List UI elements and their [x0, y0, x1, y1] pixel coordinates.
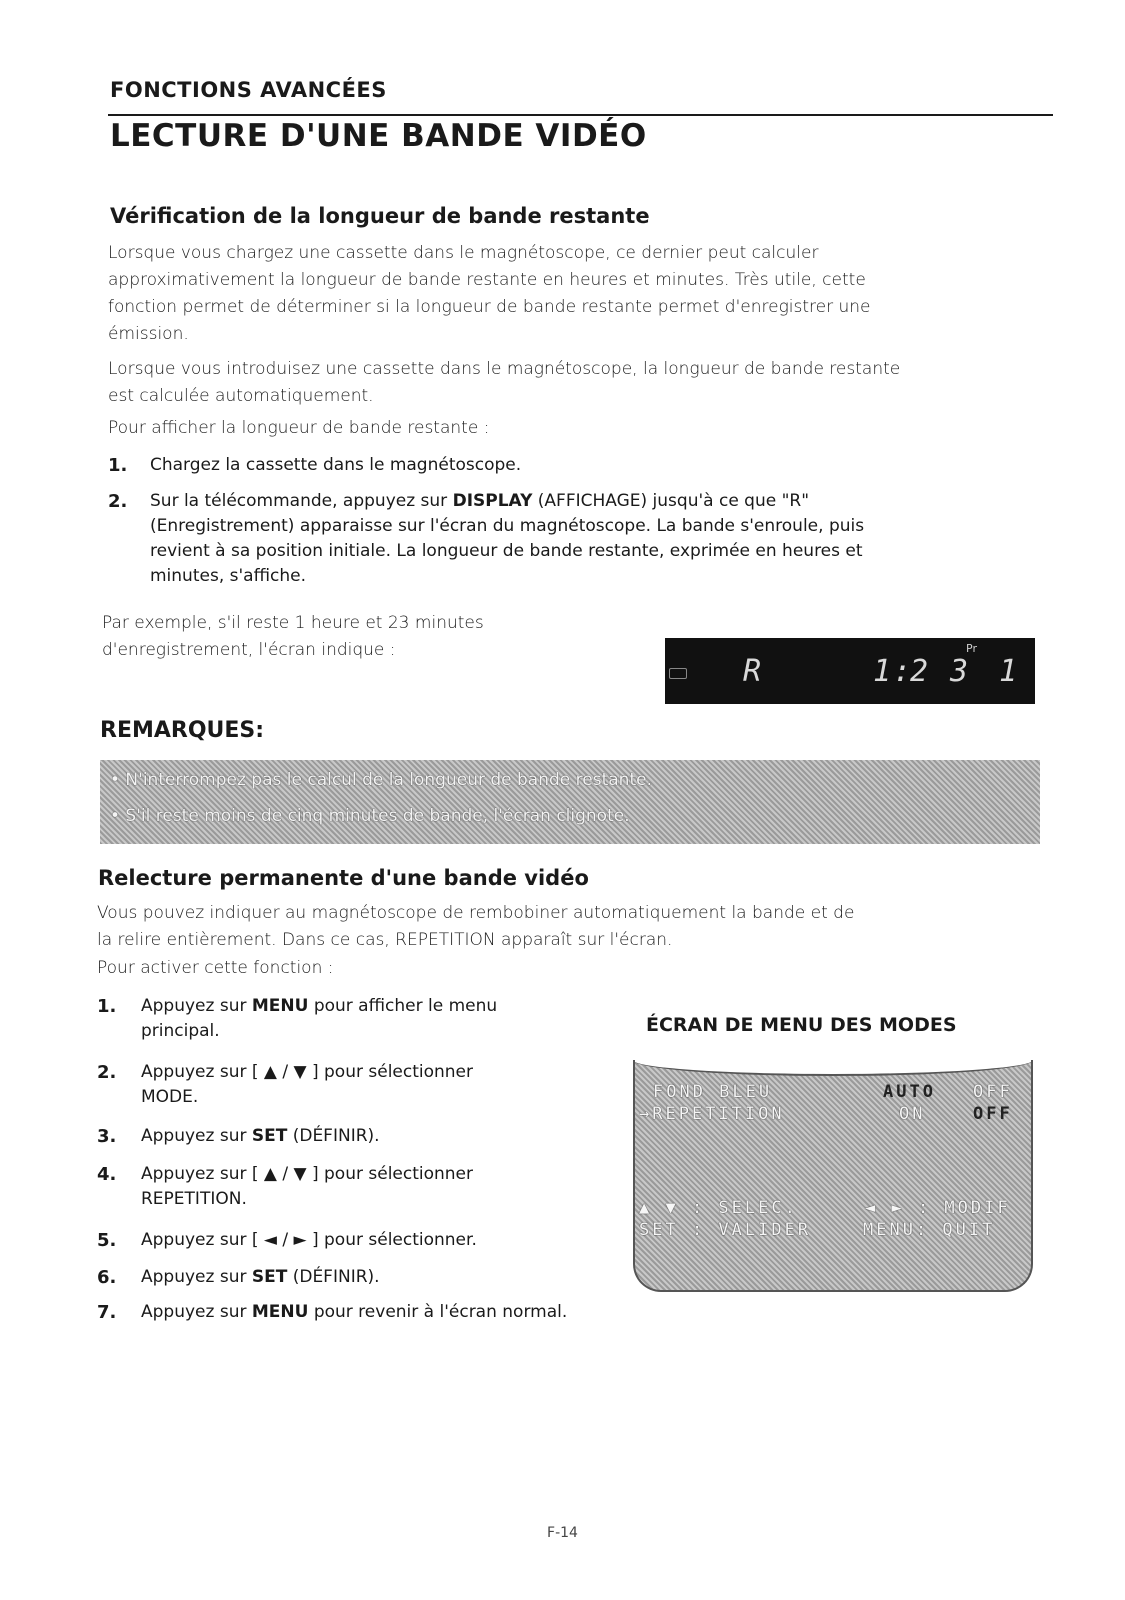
verification-paragraph-2: Lorsque vous introduisez une cassette dans le magnétoscope, la longueur de bande restante est calculée automatiquement.	[108, 359, 901, 406]
display-hours: 1	[873, 654, 892, 689]
example-text: Par exemple, s'il reste 1 heure et 23 minutes d'enregistrement, l'écran indique :	[102, 613, 484, 660]
relecture-step-6: 6. Appuyez sur SET (DÉFINIR).	[97, 1267, 380, 1288]
display-channel: 1	[999, 654, 1018, 689]
set-key: SET	[251, 1267, 288, 1287]
remarques-heading: REMARQUES:	[100, 718, 265, 743]
display-key: DISPLAY	[452, 491, 533, 511]
menu-help-validate: SET : VALIDER	[639, 1220, 812, 1240]
section-label: FONCTIONS AVANCÉES	[110, 78, 387, 102]
relecture-paragraph-1: Vous pouvez indiquer au magnétoscope de rembobiner automatiquement la bande et de la relire entièrement. Dans ce cas, REPETITION apparaît sur l'écran.	[97, 903, 855, 950]
relecture-step-3: 3. Appuyez sur SET (DÉFINIR).	[97, 1126, 380, 1147]
menu-row-repetition-label: →REPETITION	[639, 1104, 785, 1124]
menu-row-repetition-on: ON	[899, 1104, 926, 1124]
relecture-step-2: 2. Appuyez sur [ ▲ / ▼ ] pour sélectionner MODE.	[97, 1062, 474, 1107]
display-colon: :	[893, 654, 912, 689]
menu-row-fond-bleu-off: OFF	[973, 1082, 1013, 1102]
verification-step-2: 2. Sur la télécommande, appuyez sur DISPLAY (AFFICHAGE) jusqu'à ce que "R" (Enregistrement) apparaisse sur l'écran du magnétoscope. La bande s'enroule, puis revient à sa position initiale. La longueur de bande restante, exprimée en heures et minutes, s'affiche.	[108, 491, 865, 586]
verification-paragraph-1: Lorsque vous chargez une cassette dans le magnétoscope, ce dernier peut calculer approximativement la longueur de bande restante en heures et minutes. Très utile, cette fonction permet de déterminer si la longueur de bande restante permet d'enregistrer une émission.	[108, 243, 871, 344]
page-title: LECTURE D'UNE BANDE VIDÉO	[110, 118, 647, 154]
menu-row-fond-bleu-auto: AUTO	[883, 1082, 936, 1102]
heading-relecture: Relecture permanente d'une bande vidéo	[98, 866, 589, 890]
display-r: R	[743, 654, 762, 689]
display-minutes-units: 3	[950, 654, 969, 689]
menu-screen-caption: ÉCRAN DE MENU DES MODES	[646, 1014, 957, 1036]
screen-curve	[633, 1060, 1033, 1076]
menu-row-fond-bleu-label: FOND BLEU	[653, 1082, 773, 1102]
remark-item-2: • S'il reste moins de cinq minutes de bande, l'écran clignote.	[110, 806, 630, 826]
relecture-step-7: 7. Appuyez sur MENU pour revenir à l'écran normal.	[97, 1302, 568, 1323]
relecture-paragraph-2: Pour activer cette fonction :	[97, 958, 334, 978]
remark-item-1: • N'interrompez pas le calcul de la longueur de bande restante.	[110, 770, 652, 790]
cassette-icon	[669, 668, 687, 679]
relecture-step-5: 5. Appuyez sur [ ◄ / ► ] pour sélectionner.	[97, 1230, 477, 1251]
menu-help-modify: ◄ ► : MODIF	[865, 1198, 1011, 1218]
remarques-box	[100, 760, 1040, 844]
page-number: F-14	[547, 1525, 578, 1541]
display-minutes-tens: 2	[910, 654, 929, 689]
header-rule	[108, 114, 1053, 116]
mode-menu-screen	[633, 1060, 1033, 1292]
verification-step-1: 1. Chargez la cassette dans le magnétoscope.	[108, 455, 522, 476]
verification-paragraph-3: Pour afficher la longueur de bande restante :	[108, 418, 490, 438]
relecture-step-4: 4. Appuyez sur [ ▲ / ▼ ] pour sélectionner REPETITION.	[97, 1164, 474, 1209]
heading-verification: Vérification de la longueur de bande restante	[110, 204, 650, 228]
vcr-display	[665, 638, 1035, 704]
menu-row-repetition-off: OFF	[973, 1104, 1013, 1124]
menu-key: MENU	[251, 996, 309, 1016]
relecture-step-1: 1. Appuyez sur MENU pour afficher le menu principal.	[97, 996, 498, 1041]
set-key: SET	[251, 1126, 288, 1146]
menu-help-select: ▲ ▼ : SELEC.	[639, 1198, 798, 1218]
menu-key: MENU	[251, 1302, 309, 1322]
display-pr-label: Pr	[966, 642, 977, 655]
menu-help-quit: MENU: QUIT	[863, 1220, 996, 1240]
